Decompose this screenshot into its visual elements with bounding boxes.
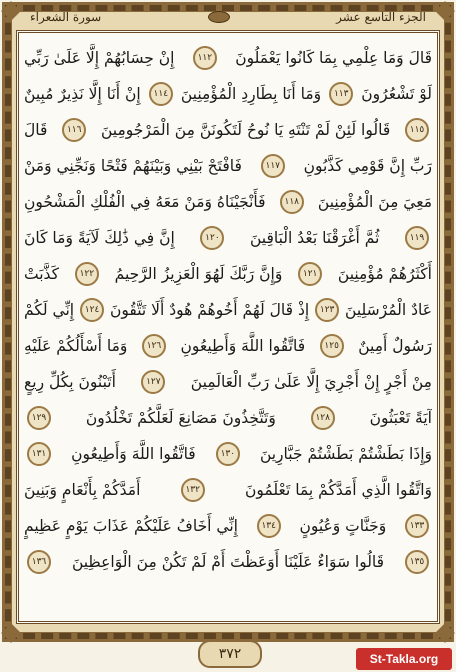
verse-text: أَمَدَّكُمْ بِأَنْعَامٍ وَبَنِينَ [24, 481, 141, 499]
verse-line [24, 364, 432, 400]
verse-line [24, 472, 432, 508]
verse-lines [24, 40, 432, 616]
verse-text: وَمَا أَنَا بِطَارِدِ الْمُؤْمِنِينَ [180, 85, 322, 103]
page-number: ٣٧٢ [198, 640, 262, 668]
verse-line [24, 148, 432, 184]
verse-text: قَالُوا سَوَاءٌ عَلَيْنَا أَوَعَظْتَ أَمْ لَمْ تَكُنْ مِنَ الْوَاعِظِينَ [71, 553, 385, 571]
verse-line [24, 256, 432, 292]
verse-line [24, 112, 432, 148]
verse-text: وَجَنَّاتٍ وَعُيُونٍ [299, 517, 387, 535]
verse-text: أَكْثَرُهُمْ مُؤْمِنِينَ [337, 265, 432, 283]
verse-text: رَسُولٌ أَمِينٌ [358, 337, 432, 355]
verse-line [24, 76, 432, 112]
page-header [16, 6, 440, 28]
verse-number-marker: ١٢٤ [80, 298, 104, 322]
verse-number-marker: ١١٤ [149, 82, 173, 106]
verse-text: ثُمَّ أَغْرَقْنَا بَعْدُ الْبَاقِينَ [249, 229, 380, 247]
juz-title: الجزء التاسع عشر [336, 10, 426, 24]
verse-number-marker: ١٢٣ [315, 298, 339, 322]
verse-text: إِذْ قَالَ لَهُمْ أَخُوهُمْ هُودٌ أَلَا تَتَّقُونَ [109, 301, 310, 319]
verse-line [24, 40, 432, 76]
verse-text: فَاتَّقُوا اللَّهَ وَأَطِيعُونِ [71, 445, 196, 463]
verse-text: قَالَ وَمَا عِلْمِي بِمَا كَانُوا يَعْمَلُونَ [235, 49, 432, 67]
verse-number-marker: ١٢٨ [311, 406, 335, 430]
verse-text: آيَةً تَعْبَثُونَ [369, 409, 432, 427]
verse-text: فَاتَّقُوا اللَّهَ وَأَطِيعُونِ [180, 337, 306, 355]
verse-text: وَمَا أَسْأَلُكُمْ عَلَيْهِ [24, 337, 128, 355]
verse-number-marker: ١٢٥ [320, 334, 344, 358]
surah-title: سورة الشعراء [30, 10, 102, 24]
verse-number-marker: ١١٦ [62, 118, 86, 142]
verse-number-marker: ١٣٢ [181, 478, 205, 502]
verse-number-marker: ١١٥ [405, 118, 429, 142]
verse-text: إِنْ حِسَابُهُمْ إِلَّا عَلَىٰ رَبِّي [24, 49, 175, 67]
verse-text: وَإِذَا بَطَشْتُمْ بَطَشْتُمْ جَبَّارِينَ [259, 445, 432, 463]
verse-text: وَتَتَّخِذُونَ مَصَانِعَ لَعَلَّكُمْ تَخْلُدُونَ [85, 409, 276, 427]
verse-text: وَاتَّقُوا الَّذِي أَمَدَّكُمْ بِمَا تَعْلَمُونَ [245, 481, 432, 499]
verse-line [24, 292, 432, 328]
verse-text: قَالَ [24, 121, 48, 139]
verse-text: وَإِنَّ رَبَّكَ لَهُوَ الْعَزِيزُ الرَّحِيمُ [114, 265, 283, 283]
verse-text: إِنَّ فِي ذَٰلِكَ لَآيَةً وَمَا كَانَ [24, 229, 175, 247]
verse-line [24, 220, 432, 256]
verse-text: إِنِّي لَكُمْ [24, 301, 75, 319]
verse-text: إِنِّي أَخَافُ عَلَيْكُمْ عَذَابَ يَوْمٍ عَظِيمٍ [24, 517, 238, 535]
verse-number-marker: ١٢٠ [200, 226, 224, 250]
verse-line [24, 184, 432, 220]
verse-text: مَعِيَ مِنَ الْمُؤْمِنِينَ [317, 193, 432, 211]
verse-number-marker: ١١٢ [193, 46, 217, 70]
verse-text: مِنْ أَجْرٍ إِنْ أَجْرِيَ إِلَّا عَلَىٰ رَبِّ الْعَالَمِينَ [190, 373, 432, 391]
verse-line [24, 544, 432, 580]
verse-number-marker: ١٢٩ [27, 406, 51, 430]
verse-text: فَافْتَحْ بَيْنِي وَبَيْنَهُمْ فَتْحًا وَنَجِّنِي وَمَنْ [24, 157, 242, 175]
verse-number-marker: ١٢٧ [141, 370, 165, 394]
verse-text: إِنْ أَنَا إِلَّا نَذِيرٌ مُبِينٌ [24, 85, 141, 103]
verse-number-marker: ١١٧ [261, 154, 285, 178]
verse-line [24, 508, 432, 544]
verse-number-marker: ١٢٦ [142, 334, 166, 358]
verse-number-marker: ١٣٣ [405, 514, 429, 538]
verse-text: كَذَّبَتْ [24, 265, 60, 283]
verse-number-marker: ١٢٢ [75, 262, 99, 286]
verse-text: لَوْ تَشْعُرُونَ [361, 85, 432, 103]
verse-text: فَأَنْجَيْنَاهُ وَمَنْ مَعَهُ فِي الْفُلْكِ الْمَشْحُونِ [24, 193, 266, 211]
verse-number-marker: ١٣٤ [257, 514, 281, 538]
header-ornament [208, 11, 230, 23]
verse-line [24, 400, 432, 436]
verse-number-marker: ١١٩ [405, 226, 429, 250]
verse-line [24, 436, 432, 472]
verse-number-marker: ١٣٦ [27, 550, 51, 574]
verse-text: قَالُوا لَئِنْ لَمْ تَنْتَهِ يَا نُوحُ لَتَكُونَنَّ مِنَ الْمَرْجُومِينَ [100, 121, 391, 139]
verse-number-marker: ١٢١ [298, 262, 322, 286]
verse-line [24, 328, 432, 364]
verse-number-marker: ١٣١ [27, 442, 51, 466]
verse-text: أَتَبْنُونَ بِكُلِّ رِيعٍ [24, 373, 116, 391]
verse-text: رَبِّ إِنَّ قَوْمِي كَذَّبُونِ [303, 157, 432, 175]
verse-number-marker: ١٣٠ [216, 442, 240, 466]
verse-text: عَادٌ الْمُرْسَلِينَ [345, 301, 432, 319]
verse-number-marker: ١١٨ [280, 190, 304, 214]
verse-number-marker: ١١٣ [329, 82, 353, 106]
watermark-logo: St-Takla.org [356, 648, 452, 670]
verse-number-marker: ١٣٥ [405, 550, 429, 574]
